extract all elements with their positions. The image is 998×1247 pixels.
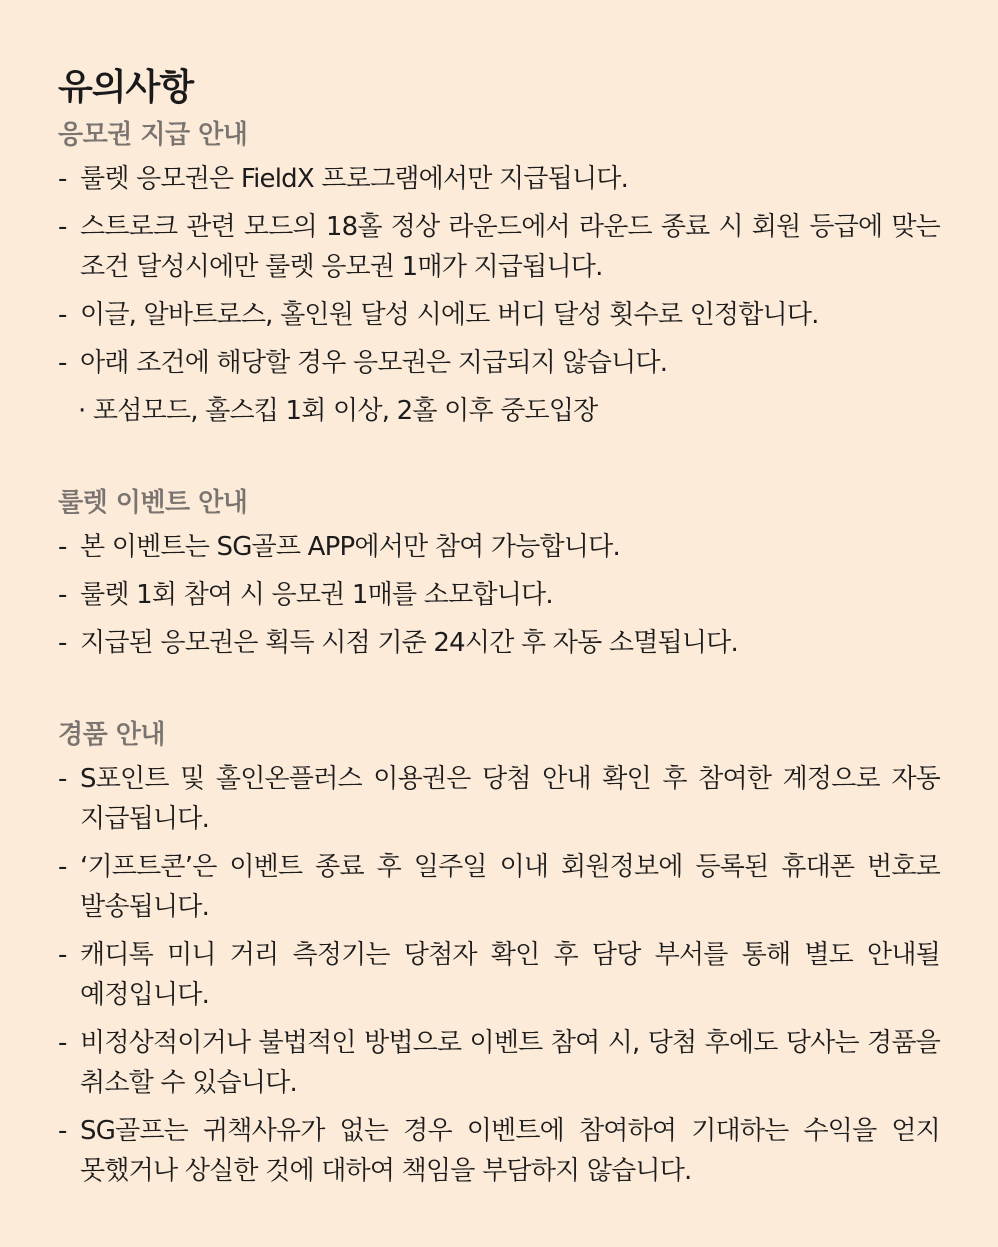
list-item: - 비정상적이거나 불법적인 방법으로 이벤트 참여 시, 당첨 후에도 당사는 경품을 취소할 수 있습니다. xyxy=(58,1023,940,1103)
dash-bullet: - xyxy=(58,763,67,794)
dash-bullet: - xyxy=(58,531,67,562)
list-item: - 이글, 알바트로스, 홀인원 달성 시에도 버디 달성 횟수로 인정합니다. xyxy=(58,295,940,335)
section-heading: 경품 안내 xyxy=(58,719,166,750)
page-title: 유의사항 xyxy=(58,67,194,108)
dash-bullet: - xyxy=(58,347,67,378)
list-item: - S포인트 및 홀인온플러스 이용권은 당첨 안내 확인 후 참여한 계정으로 자동 지급됩니다. xyxy=(58,759,940,839)
list-subitem: · 포섬모드, 홀스킵 1회 이상, 2홀 이후 중도입장 xyxy=(78,395,598,426)
section-heading: 응모권 지급 안내 xyxy=(58,120,248,151)
section-prize-info xyxy=(58,719,940,1191)
list-item: - 룰렛 응모권은 FieldX 프로그램에서만 지급됩니다. xyxy=(58,159,940,199)
dash-bullet: - xyxy=(58,163,67,194)
dash-bullet: - xyxy=(58,851,67,882)
dash-bullet: - xyxy=(58,1027,67,1058)
dash-bullet: - xyxy=(58,579,67,610)
list-item: - 캐디톡 미니 거리 측정기는 당첨자 확인 후 담당 부서를 통해 별도 안내될 예정입니다. xyxy=(58,935,940,1015)
dash-bullet: - xyxy=(58,1115,67,1146)
dash-bullet: - xyxy=(58,211,67,242)
list-item: - 본 이벤트는 SG골프 APP에서만 참여 가능합니다. xyxy=(58,527,940,567)
list-item: - 아래 조건에 해당할 경우 응모권은 지급되지 않습니다. xyxy=(58,343,940,383)
list-item: - 지급된 응모권은 획득 시점 기준 24시간 후 자동 소멸됩니다. xyxy=(58,623,940,663)
list-item: - SG골프는 귀책사유가 없는 경우 이벤트에 참여하여 기대하는 수익을 얻지 못했거나 상실한 것에 대하여 책임을 부담하지 않습니다. xyxy=(58,1111,940,1191)
dash-bullet: - xyxy=(58,299,67,330)
section-roulette-event xyxy=(58,487,940,663)
list-item: - 룰렛 1회 참여 시 응모권 1매를 소모합니다. xyxy=(58,575,940,615)
list-item: - ‘기프트콘’은 이벤트 종료 후 일주일 이내 회원정보에 등록된 휴대폰 번호로 발송됩니다. xyxy=(58,847,940,927)
section-coupon-issuance xyxy=(58,119,940,431)
section-heading: 룰렛 이벤트 안내 xyxy=(58,487,248,518)
dash-bullet: - xyxy=(58,939,67,970)
list-item: - 스트로크 관련 모드의 18홀 정상 라운드에서 라운드 종료 시 회원 등급에 맞는 조건 달성시에만 룰렛 응모권 1매가 지급됩니다. xyxy=(58,207,940,287)
dash-bullet: - xyxy=(58,627,67,658)
